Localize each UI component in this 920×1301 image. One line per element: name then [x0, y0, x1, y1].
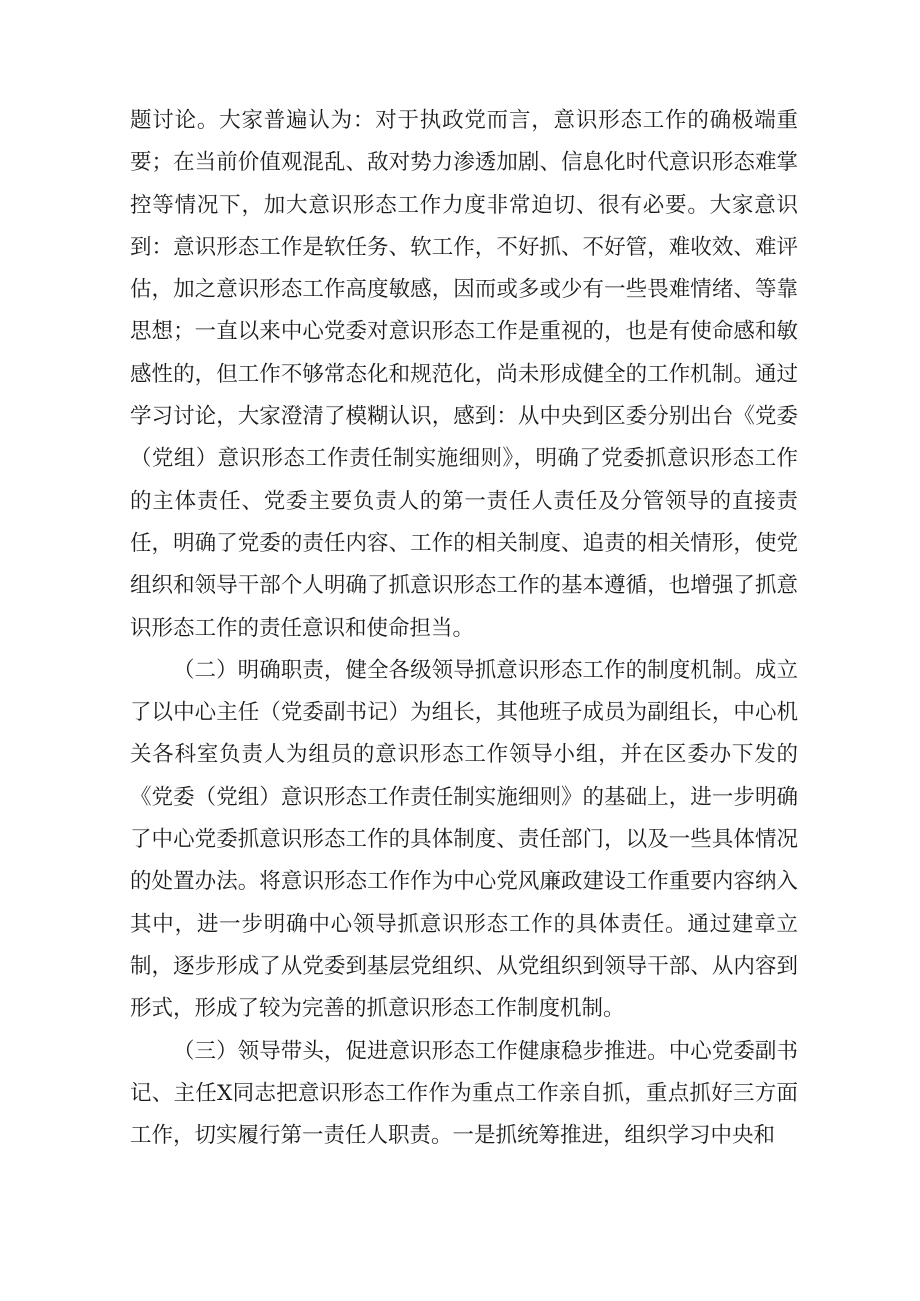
paragraph-section-two: （二）明确职责，健全各级领导抓意识形态工作的制度机制。成立了以中心主任（党委副书记）为组长，其他班子成员为副组长，中心机关各科室负责人为组员的意识形态工作领导小组，并在区委办下发的《党委（党组）意识形态工作责任制实施细则》的基础上，进一步明确了中心党委抓意识形态工作的具体制度、责任部门，以及一些具体情况的处置办法。将意识形态工作作为中心党风廉政建设工作重要内容纳入其中，进一步明确中心领导抓意识形态工作的具体责任。通过建章立制，逐步形成了从党委到基层党组织、从党组织到领导干部、从内容到形式，形成了较为完善的抓意识形态工作制度机制。 [130, 657, 798, 1022]
document-body [130, 100, 798, 1157]
paragraph-discussion-summary: 题讨论。大家普遍认为：对于执政党而言，意识形态工作的确极端重要；在当前价值观混乱、敌对势力渗透加剧、信息化时代意识形态难掌控等情况下，加大意识形态工作力度非常迫切、很有必要。大家意识到：意识形态工作是软任务、软工作，不好抓、不好管，难收效、难评估，加之意识形态工作高度敏感，因而或多或少有一些畏难情绪、等靠思想；一直以来中心党委对意识形态工作是重视的，也是有使命感和敏感性的，但工作不够常态化和规范化，尚未形成健全的工作机制。通过学习讨论，大家澄清了模糊认识，感到：从中央到区委分别出台《党委（党组）意识形态工作责任制实施细则》，明确了党委抓意识形态工作的主体责任、党委主要负责人的第一责任人责任及分管领导的直接责任，明确了党委的责任内容、工作的相关制度、追责的相关情形，使党组织和领导干部个人明确了抓意识形态工作的基本遵循，也增强了抓意识形态工作的责任意识和使命担当。 [130, 108, 798, 641]
paragraph-section-three: （三）领导带头，促进意识形态工作健康稳步推进。中心党委副书记、主任X同志把意识形态工作作为重点工作亲自抓，重点抓好三方面工作，切实履行第一责任人职责。一是抓统筹推进，组织学习中央和 [130, 1038, 798, 1149]
